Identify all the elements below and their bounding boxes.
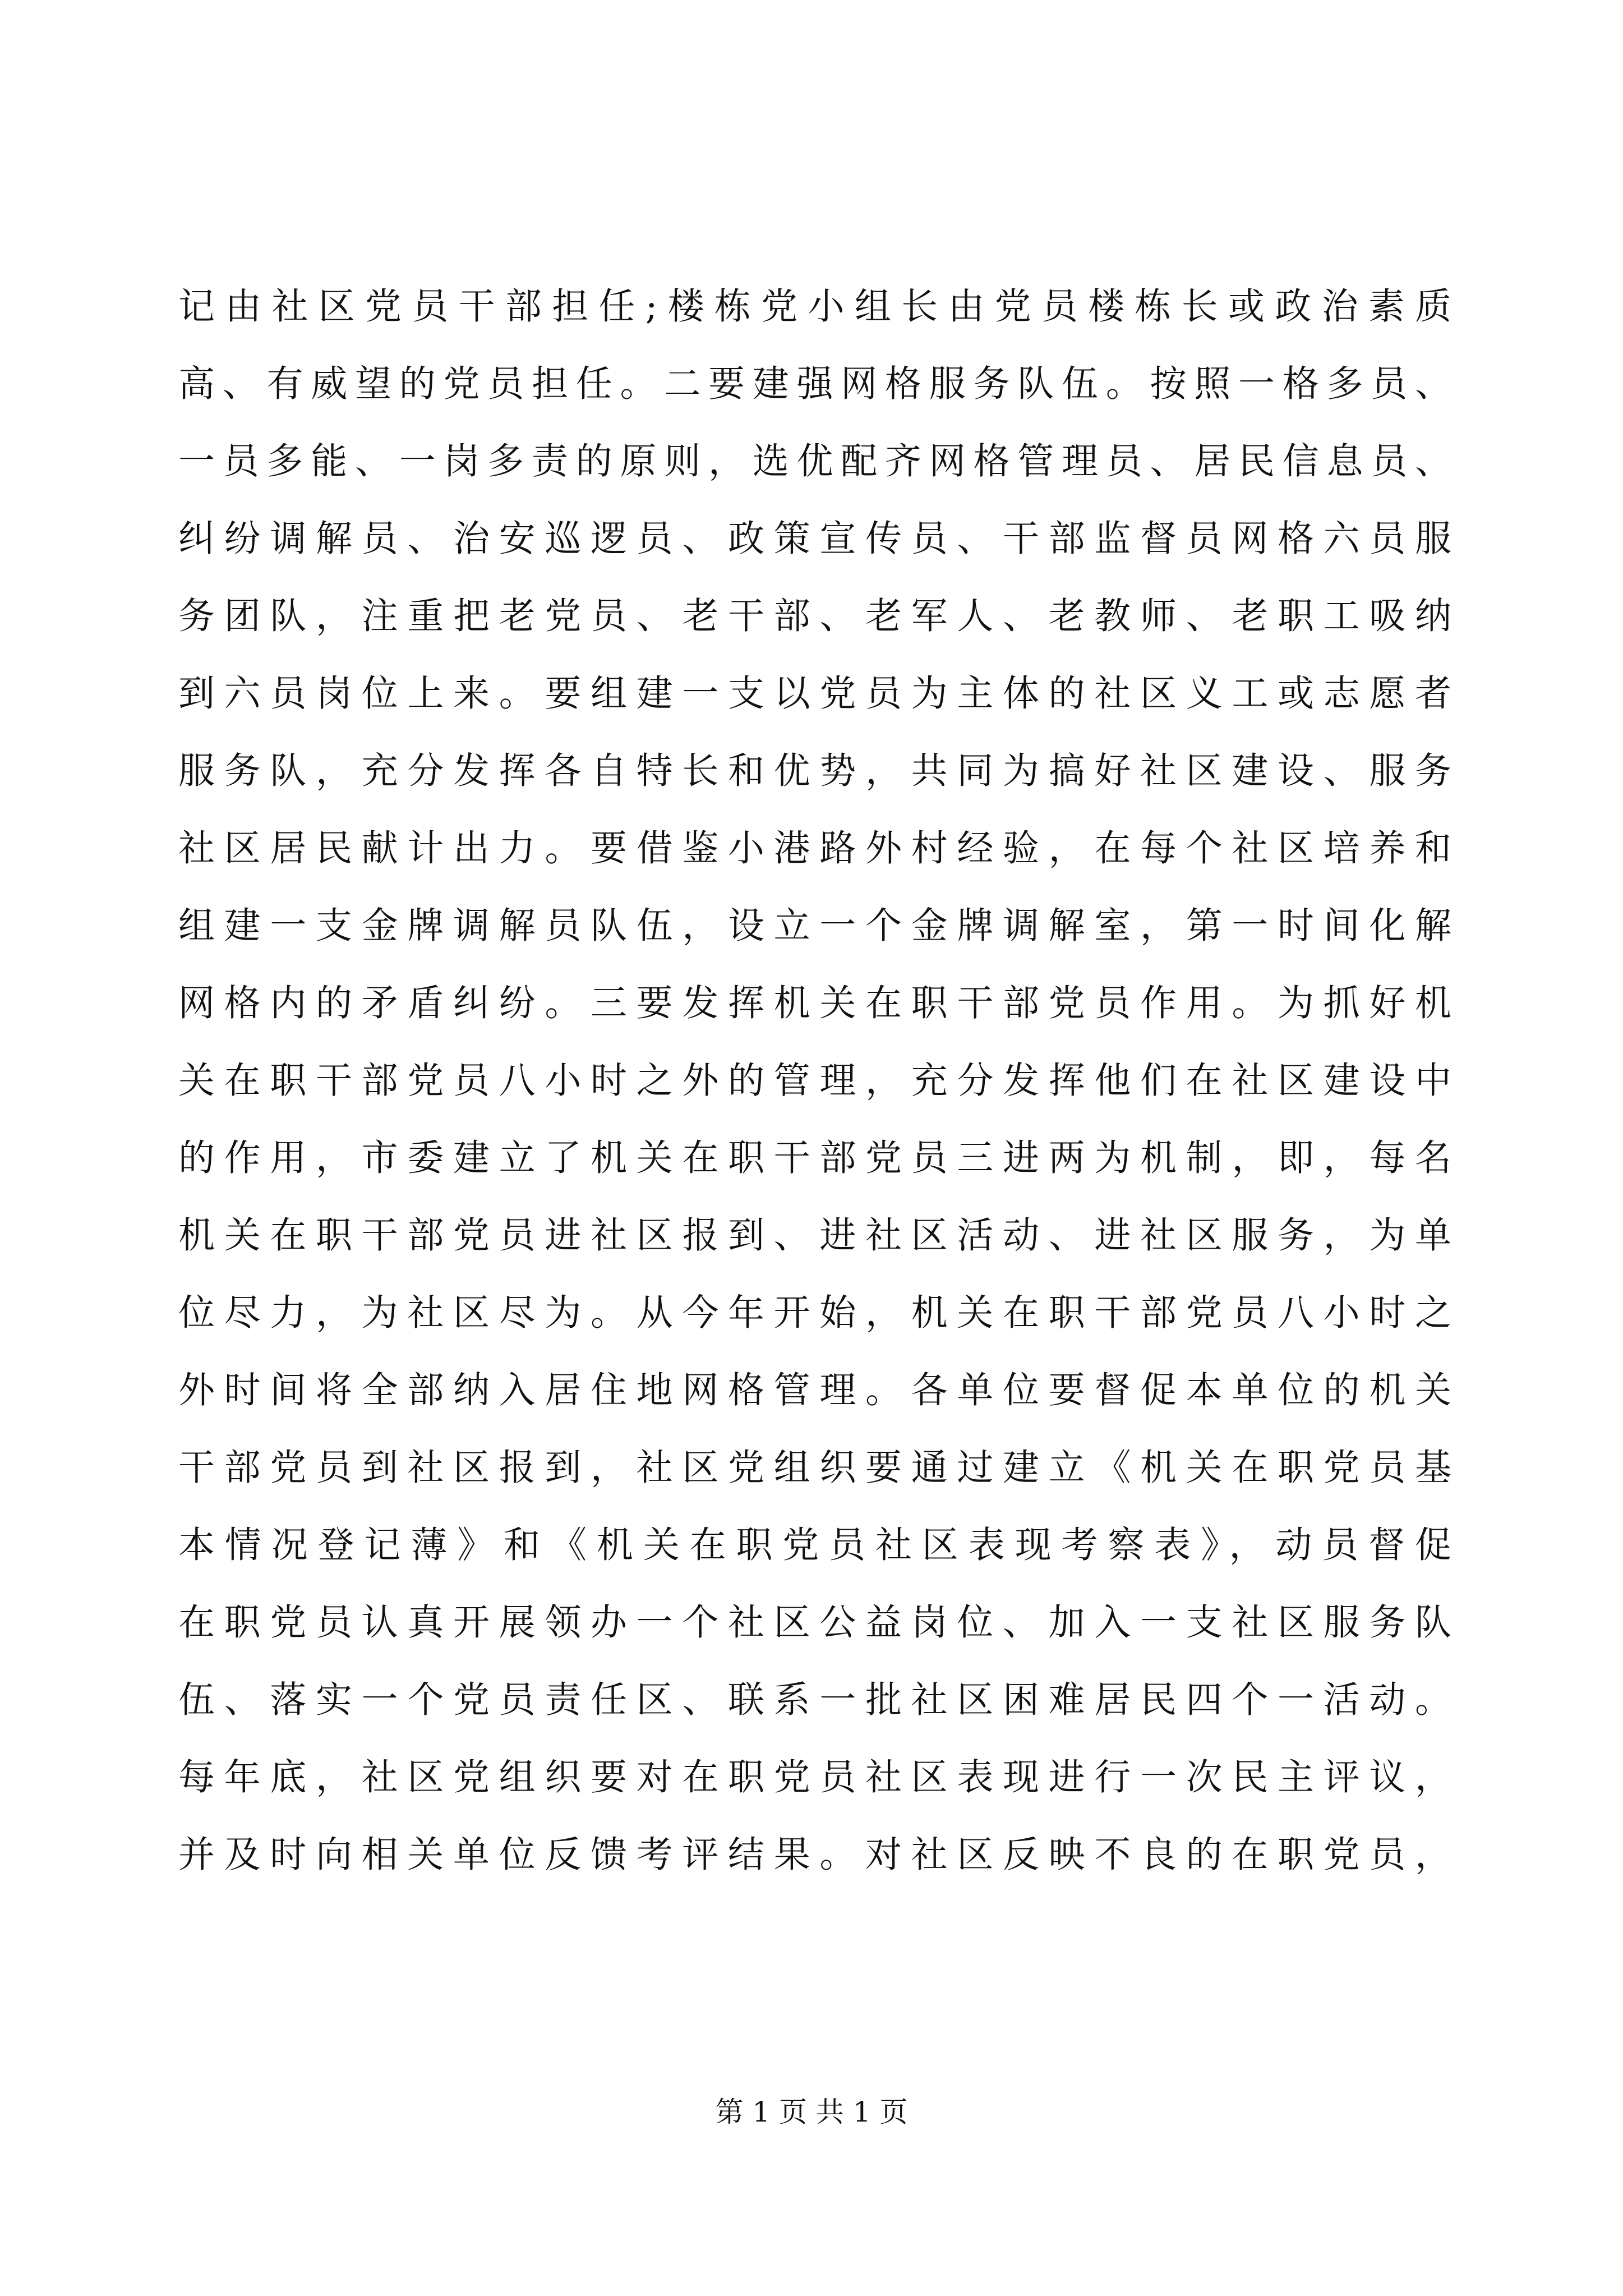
text-line: 社区居民献计出力。要借鉴小港路外村经验，在每个社区培养和 — [178, 827, 1451, 869]
text-line: 每年底，社区党组织要对在职党员社区表现进行一次民主评议， — [178, 1756, 1451, 1798]
text-line: 伍、落实一个党员责任区、联系一批社区困难居民四个一活动。 — [178, 1679, 1451, 1721]
text-line: 并及时向相关单位反馈考评结果。对社区反映不良的在职党员， — [178, 1834, 1451, 1876]
text-line: 高、有威望的党员担任。二要建强网格服务队伍。按照一格多员、 — [178, 363, 1451, 405]
text-line: 一员多能、一岗多责的原则，选优配齐网格管理员、居民信息员、 — [178, 440, 1451, 482]
text-line: 外时间将全部纳入居住地网格管理。各单位要督促本单位的机关 — [178, 1369, 1451, 1411]
text-line: 务团队，注重把老党员、老干部、老军人、老教师、老职工吸纳 — [178, 595, 1451, 637]
text-line: 到六员岗位上来。要组建一支以党员为主体的社区义工或志愿者 — [178, 673, 1451, 715]
text-line: 本情况登记薄》和《机关在职党员社区表现考察表》，动员督促 — [178, 1524, 1451, 1566]
text-line: 记由社区党员干部担任;楼栋党小组长由党员楼栋长或政治素质 — [178, 286, 1451, 328]
text-line: 网格内的矛盾纠纷。三要发挥机关在职干部党员作用。为抓好机 — [178, 982, 1451, 1024]
text-line: 纠纷调解员、治安巡逻员、政策宣传员、干部监督员网格六员服 — [178, 518, 1451, 560]
body-paragraph — [178, 268, 1451, 1894]
text-line: 在职党员认真开展领办一个社区公益岗位、加入一支社区服务队 — [178, 1602, 1451, 1644]
text-line: 组建一支金牌调解员队伍，设立一个金牌调解室，第一时间化解 — [178, 905, 1451, 947]
text-line: 干部党员到社区报到，社区党组织要通过建立《机关在职党员基 — [178, 1447, 1451, 1489]
text-line: 的作用，市委建立了机关在职干部党员三进两为机制，即，每名 — [178, 1137, 1451, 1179]
text-line: 服务队，充分发挥各自特长和优势，共同为搞好社区建设、服务 — [178, 750, 1451, 792]
page-number-label: 第 1 页 共 1 页 — [715, 2096, 908, 2128]
text-line: 关在职干部党员八小时之外的管理，充分发挥他们在社区建设中 — [178, 1060, 1451, 1102]
text-line: 机关在职干部党员进社区报到、进社区活动、进社区服务，为单 — [178, 1214, 1451, 1257]
page-footer — [0, 2092, 1623, 2132]
text-line: 位尽力，为社区尽为。从今年开始，机关在职干部党员八小时之 — [178, 1292, 1451, 1334]
